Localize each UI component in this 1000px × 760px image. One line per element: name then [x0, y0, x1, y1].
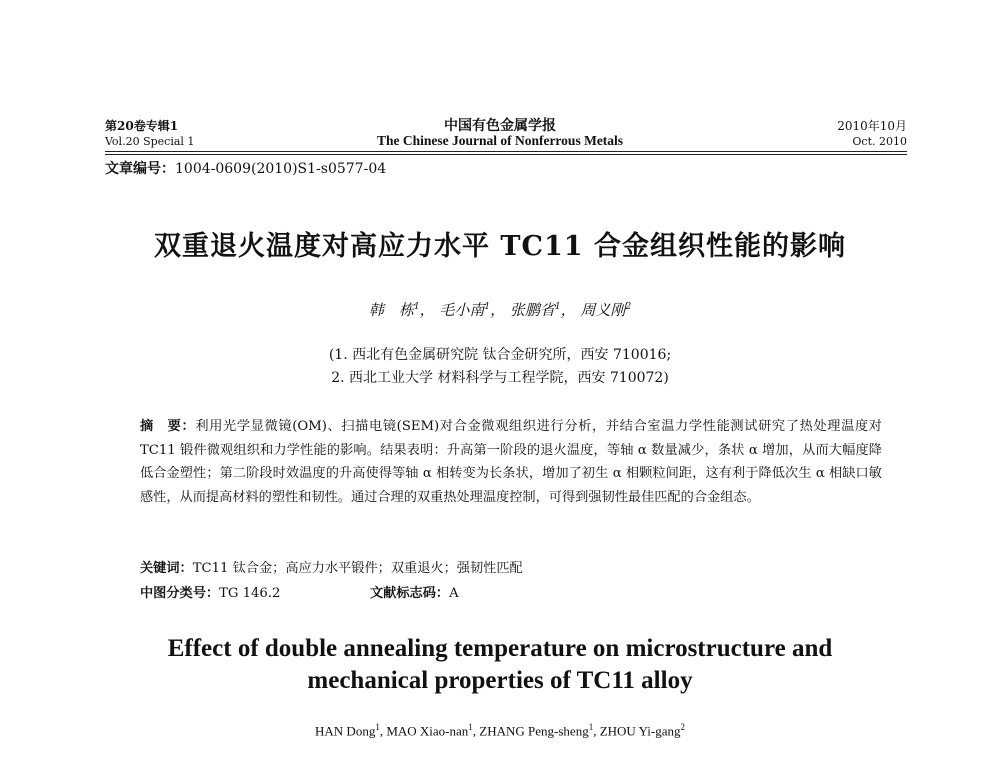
author-aff: 1 — [468, 722, 473, 732]
author-aff: 2 — [680, 722, 685, 732]
abstract-label: 摘 要： — [140, 419, 196, 434]
doc-code-value: A — [449, 586, 459, 601]
author-aff: 2 — [625, 302, 632, 312]
author-en: MAO Xiao-nan — [386, 723, 469, 739]
author-cn: 张鹏省 — [509, 301, 555, 319]
page-title-cn: 双重退火温度对高应力水平 TC11 合金组织性能的影响 — [154, 231, 846, 262]
affiliation-2: 2. 西北工业大学 材料科学与工程学院，西安 710072) — [331, 370, 669, 386]
author-aff: 1 — [484, 302, 491, 312]
author-en: ZHOU Yi-gang — [599, 723, 681, 739]
clc-number — [140, 582, 280, 601]
date-cn: 2010年10月 — [837, 119, 907, 133]
author-en: ZHANG Peng-sheng — [479, 723, 589, 739]
keywords-label: 关键词： — [140, 561, 193, 576]
author-aff: 1 — [375, 722, 380, 732]
header-rule-thin — [105, 154, 907, 155]
journal-en: The Chinese Journal of Nonferrous Metals — [376, 133, 624, 148]
affiliation-1: (1. 西北有色金属研究院 钛合金研究所，西安 710016; — [328, 347, 672, 363]
author-en: HAN Dong — [315, 723, 376, 739]
title-en-line2: mechanical properties of TC11 alloy — [307, 667, 693, 694]
header-rule — [105, 151, 907, 152]
abstract — [140, 415, 882, 509]
article-number — [105, 158, 386, 178]
author-aff: 1 — [413, 302, 420, 312]
page-title-en — [0, 633, 1000, 697]
clc-value: TG 146.2 — [219, 586, 281, 601]
keywords — [140, 557, 523, 576]
author-aff: 1 — [554, 302, 561, 312]
author-cn: 毛小南 — [439, 301, 485, 319]
issue-en: Vol.20 Special 1 — [105, 135, 195, 148]
issue-cn: 第20卷专辑1 — [105, 119, 179, 133]
authors-en: HAN Dong$^1$, MAO Xiao-nan$^1$, ZHANG Peng-sheng$^1$, ZHOU Yi-gang$^2$ — [315, 722, 685, 739]
author-cn: 韩 栋 — [368, 301, 414, 319]
abstract-text: 利用光学显微镜(OM)、扫描电镜(SEM)对合金微观组织进行分析，并结合室温力学性能测试研究了热处理温度对 TC11 锻件微观组织和力学性能的影响。结果表明：升高第一阶段的退火温度，等轴 α 数量减少，条状 α 增加，从而大幅度降低合金塑性；第二阶段时效温度的升高使得等轴 α 相转变为长条状，增加了初生 α 相颗粒间距，这有利于降低次生 α 相缺口敏感性，从而提高材料的塑性和韧性。通过合理的双重热处理温度控制，可得到强韧性最佳匹配的合金组态。 — [140, 419, 882, 505]
clc-label: 中图分类号： — [140, 586, 220, 601]
doc-code-label: 文献标志码： — [370, 586, 450, 601]
author-cn: 周义刚 — [580, 301, 626, 319]
title-en-line1: Effect of double annealing temperature on microstructure and — [167, 635, 833, 662]
journal-cn: 中国有色金属学报 — [444, 118, 556, 134]
article-number-label: 文章编号： — [105, 161, 175, 177]
authors-cn: 韩 栋$^1$， 毛小南$^1$， 张鹏省$^1$， 周义刚$^2$ — [368, 301, 632, 319]
keywords-text: TC11 钛合金；高应力水平锻件；双重退火；强韧性匹配 — [192, 561, 523, 576]
date-en: Oct. 2010 — [852, 135, 907, 148]
article-number-value: 1004-0609(2010)S1-s0577-04 — [175, 161, 387, 177]
document-code — [370, 582, 459, 601]
author-aff: 1 — [588, 722, 594, 732]
